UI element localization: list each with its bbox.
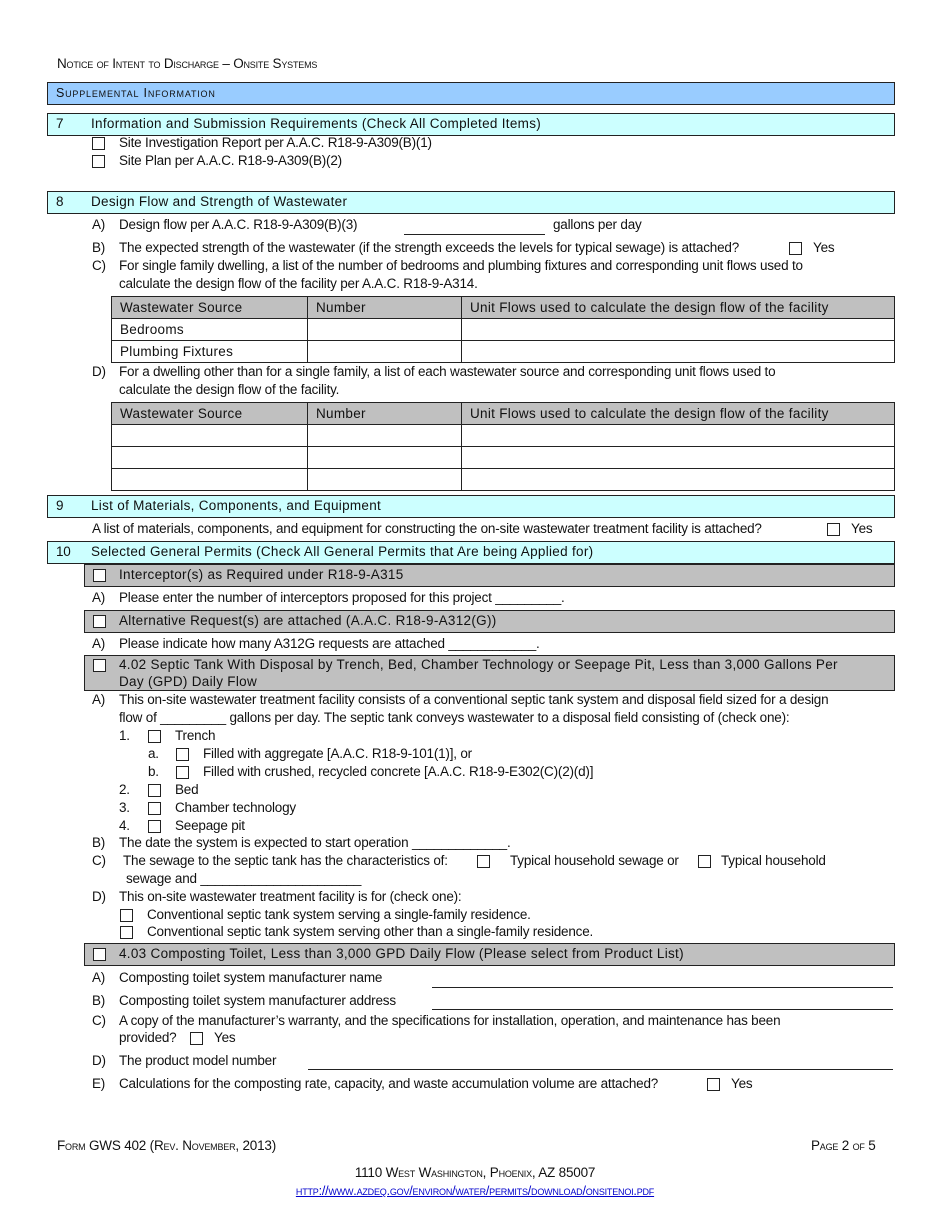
- section-7-header: 7 Information and Submission Requirements (Check All Completed Items): [47, 113, 895, 136]
- item-label: A): [92, 590, 106, 605]
- other-dwelling-text: calculate the design flow of the facility.: [119, 382, 340, 397]
- model-number-label: The product model number: [119, 1053, 277, 1068]
- option-number: 3.: [119, 800, 130, 815]
- unit-flow-cell[interactable]: [462, 341, 895, 363]
- septic-description: flow of _________ gallons per day. The septic tank conveys wastewater to a disposal field consisting of (check one):: [119, 710, 790, 725]
- typical-sewage-and-checkbox[interactable]: [698, 855, 711, 868]
- a312g-count-field[interactable]: Please indicate how many A312G requests are attached ____________.: [119, 636, 540, 651]
- column-header: Unit Flows used to calculate the design flow of the facility: [462, 403, 895, 425]
- calculations-question: Calculations for the composting rate, capacity, and waste accumulation volume are attached?: [119, 1076, 659, 1091]
- table-row: [112, 341, 895, 363]
- materials-question: A list of materials, components, and equipment for constructing the on-site wastewater treatment facility is attached?: [92, 521, 762, 536]
- trench-label: Trench: [175, 728, 216, 743]
- item-label: D): [92, 364, 106, 379]
- start-date-field[interactable]: The date the system is expected to start operation _____________.: [119, 835, 511, 850]
- row-label: Plumbing Fixtures: [112, 341, 308, 363]
- materials-yes-checkbox[interactable]: [827, 523, 840, 536]
- item-label: B): [92, 835, 106, 850]
- wastewater-strength-question: The expected strength of the wastewater (if the strength exceeds the levels for typical sewage) is attached?: [119, 240, 739, 255]
- table-row: [112, 447, 895, 469]
- item-label: A): [92, 217, 106, 232]
- item-label: A): [92, 692, 106, 707]
- bed-checkbox[interactable]: [148, 784, 161, 797]
- other-dwelling-text: For a dwelling other than for a single family, a list of each wastewater source and corresponding unit flows used to: [119, 364, 776, 379]
- interceptor-permit-bar: Interceptor(s) as Required under R18-9-A315: [84, 564, 895, 587]
- model-number-input[interactable]: [308, 1069, 893, 1070]
- item-label: B): [92, 993, 106, 1008]
- site-investigation-label: Site Investigation Report per A.A.C. R18-9-A309(B)(1): [119, 135, 432, 150]
- number-cell[interactable]: [308, 341, 462, 363]
- page-title: Notice of Intent to Discharge – Onsite Systems: [57, 56, 318, 71]
- septic-tank-permit-bar: 4.02 Septic Tank With Disposal by Trench, Bed, Chamber Technology or Seepage Pit, Less than 3,000 Gallons Per Day (GPD) Daily Flow: [84, 655, 895, 691]
- septic-description: This on-site wastewater treatment facility consists of a conventional septic tank system and disposal field sized for a design: [119, 692, 829, 707]
- single-family-text: For single family dwelling, a list of the number of bedrooms and plumbing fixtures and corresponding unit flows used to: [119, 258, 803, 273]
- option-number: 1.: [119, 728, 130, 743]
- recycled-concrete-label: Filled with crushed, recycled concrete [A.A.C. R18-9-E302(C)(2)(d)]: [203, 764, 594, 779]
- option-number: a.: [148, 746, 159, 761]
- seepage-pit-label: Seepage pit: [175, 818, 245, 833]
- unit-flow-cell[interactable]: [462, 425, 895, 447]
- sewage-other-field[interactable]: sewage and ______________________: [126, 871, 362, 886]
- manufacturer-name-label: Composting toilet system manufacturer name: [119, 970, 383, 985]
- site-investigation-checkbox[interactable]: [92, 137, 105, 150]
- unit-flow-cell[interactable]: [462, 319, 895, 341]
- column-header: Wastewater Source: [112, 403, 308, 425]
- other-dwelling-flow-table: [111, 402, 895, 491]
- column-header: Number: [308, 403, 462, 425]
- item-label: D): [92, 889, 106, 904]
- item-label: A): [92, 970, 106, 985]
- chamber-checkbox[interactable]: [148, 802, 161, 815]
- design-flow-unit: gallons per day: [553, 217, 642, 232]
- site-plan-checkbox[interactable]: [92, 155, 105, 168]
- wastewater-strength-yes-checkbox[interactable]: [789, 242, 802, 255]
- section-9-header: 9 List of Materials, Components, and Equipment: [47, 495, 895, 518]
- number-cell[interactable]: [308, 447, 462, 469]
- row-label: Bedrooms: [112, 319, 308, 341]
- trench-checkbox[interactable]: [148, 730, 161, 743]
- bed-label: Bed: [175, 782, 199, 797]
- yes-label: Yes: [851, 521, 873, 536]
- source-cell[interactable]: [112, 469, 308, 491]
- address: 1110 West Washington, Phoenix, AZ 85007: [354, 1165, 596, 1180]
- item-label: C): [92, 853, 106, 868]
- source-cell[interactable]: [112, 447, 308, 469]
- chamber-label: Chamber technology: [175, 800, 296, 815]
- aggregate-label: Filled with aggregate [A.A.C. R18-9-101(1)], or: [203, 746, 472, 761]
- other-than-single-family-label: Conventional septic tank system serving other than a single-family residence.: [147, 924, 594, 939]
- number-cell[interactable]: [308, 319, 462, 341]
- column-header: Number: [308, 297, 462, 319]
- interceptor-count-field[interactable]: Please enter the number of interceptors proposed for this project _________.: [119, 590, 565, 605]
- site-plan-label: Site Plan per A.A.C. R18-9-A309(B)(2): [119, 153, 342, 168]
- recycled-concrete-checkbox[interactable]: [176, 766, 189, 779]
- septic-tank-checkbox[interactable]: [93, 659, 106, 672]
- warranty-question: provided?: [119, 1030, 177, 1045]
- typical-sewage-label: Typical household sewage or: [510, 853, 679, 868]
- warranty-yes-checkbox[interactable]: [190, 1032, 203, 1045]
- option-number: 2.: [119, 782, 130, 797]
- aggregate-checkbox[interactable]: [176, 748, 189, 761]
- sewage-characteristics-label: The sewage to the septic tank has the characteristics of:: [123, 853, 448, 868]
- download-link[interactable]: http://www.azdeq.gov/environ/water/permits/download/onsitenoi.pdf: [295, 1184, 655, 1198]
- item-label: A): [92, 636, 106, 651]
- manufacturer-name-input[interactable]: [432, 987, 893, 988]
- form-number: Form GWS 402 (Rev. November, 2013): [57, 1138, 277, 1153]
- column-header: Wastewater Source: [112, 297, 308, 319]
- section-10-header: 10 Selected General Permits (Check All General Permits that Are being Applied for): [47, 541, 895, 564]
- item-label: E): [92, 1076, 106, 1091]
- table-row: [112, 469, 895, 491]
- number-cell[interactable]: [308, 469, 462, 491]
- number-cell[interactable]: [308, 425, 462, 447]
- warranty-question: A copy of the manufacturer’s warranty, and the specifications for installation, operation, and maintenance has been: [119, 1013, 781, 1028]
- source-cell[interactable]: [112, 425, 308, 447]
- option-number: b.: [148, 764, 159, 779]
- item-label: C): [92, 1013, 106, 1028]
- design-flow-label: Design flow per A.A.C. R18-9-A309(B)(3): [119, 217, 358, 232]
- composting-toilet-checkbox[interactable]: [93, 948, 106, 961]
- item-label: C): [92, 258, 106, 273]
- table-row: [112, 425, 895, 447]
- yes-label: Yes: [813, 240, 835, 255]
- item-label: D): [92, 1053, 106, 1068]
- manufacturer-address-input[interactable]: [432, 1009, 893, 1010]
- other-than-single-family-checkbox[interactable]: [120, 926, 133, 939]
- section-8-header: 8 Design Flow and Strength of Wastewater: [47, 191, 895, 214]
- single-family-flow-table: [111, 296, 895, 363]
- supplemental-header: Supplemental Information: [47, 82, 895, 105]
- item-label: B): [92, 240, 106, 255]
- typical-sewage-and-label: Typical household: [721, 853, 826, 868]
- typical-sewage-checkbox[interactable]: [477, 855, 490, 868]
- calculations-yes-checkbox[interactable]: [707, 1078, 720, 1091]
- alternative-request-bar: Alternative Request(s) are attached (A.A.C. R18-9-A312(G)): [84, 610, 895, 633]
- yes-label: Yes: [214, 1030, 236, 1045]
- seepage-pit-checkbox[interactable]: [148, 820, 161, 833]
- page-number: Page 2 of 5: [811, 1138, 876, 1153]
- table-row: [112, 319, 895, 341]
- design-flow-input[interactable]: [404, 234, 545, 235]
- alternative-request-checkbox[interactable]: [93, 615, 106, 628]
- composting-toilet-permit-bar: 4.03 Composting Toilet, Less than 3,000 GPD Daily Flow (Please select from Product List): [84, 943, 895, 966]
- manufacturer-address-label: Composting toilet system manufacturer address: [119, 993, 396, 1008]
- option-number: 4.: [119, 818, 130, 833]
- single-family-text: calculate the design flow of the facility per A.A.C. R18-9-A314.: [119, 276, 478, 291]
- facility-type-label: This on-site wastewater treatment facility is for (check one):: [119, 889, 462, 904]
- single-family-label: Conventional septic tank system serving a single-family residence.: [147, 907, 531, 922]
- unit-flow-cell[interactable]: [462, 447, 895, 469]
- unit-flow-cell[interactable]: [462, 469, 895, 491]
- single-family-checkbox[interactable]: [120, 909, 133, 922]
- column-header: Unit Flows used to calculate the design flow of the facility: [462, 297, 895, 319]
- interceptor-checkbox[interactable]: [93, 569, 106, 582]
- yes-label: Yes: [731, 1076, 753, 1091]
